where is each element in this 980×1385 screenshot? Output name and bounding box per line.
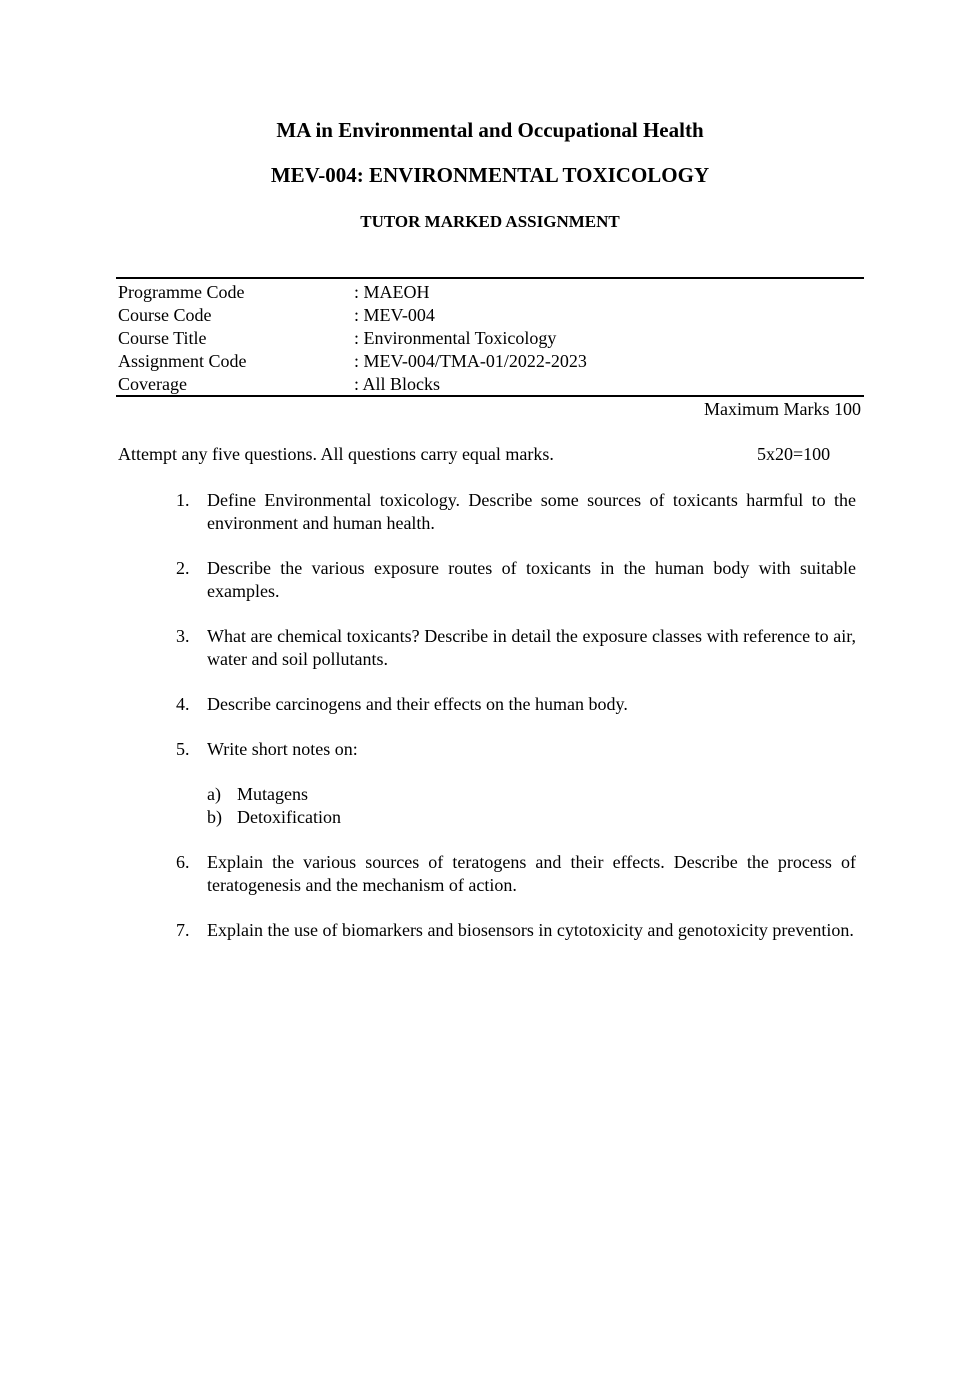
info-label: Coverage bbox=[118, 374, 187, 394]
question-item bbox=[176, 851, 856, 897]
info-value: : All Blocks bbox=[354, 374, 441, 394]
sub-question-item bbox=[207, 806, 856, 829]
question-text: Describe the various exposure routes of toxicants in the human body with suitable examples. bbox=[207, 558, 856, 601]
programme-title: MA in Environmental and Occupational Health bbox=[276, 118, 704, 142]
sub-question-text: Mutagens bbox=[237, 784, 308, 804]
info-label: Programme Code bbox=[118, 282, 245, 302]
info-row-course-title bbox=[118, 327, 858, 350]
info-value: : MEV-004/TMA-01/2022-2023 bbox=[354, 351, 587, 371]
sub-question-letter: b) bbox=[207, 807, 222, 827]
info-row-programme-code bbox=[118, 281, 858, 304]
question-text: Write short notes on: bbox=[207, 739, 358, 759]
question-number: 5. bbox=[176, 739, 190, 759]
assignment-type: TUTOR MARKED ASSIGNMENT bbox=[360, 212, 620, 231]
question-list bbox=[176, 489, 856, 964]
info-label: Course Code bbox=[118, 305, 212, 325]
sub-question-list bbox=[207, 783, 856, 829]
question-item bbox=[176, 489, 856, 535]
info-value: : Environmental Toxicology bbox=[354, 328, 557, 348]
sub-question-text: Detoxification bbox=[237, 807, 341, 827]
question-number: 1. bbox=[176, 490, 190, 510]
question-text: Define Environmental toxicology. Describe some sources of toxicants harmful to the environment and human health. bbox=[207, 490, 856, 533]
course-info-table bbox=[118, 281, 858, 396]
instructions-text: Attempt any five questions. All questions carry equal marks. bbox=[118, 444, 554, 464]
question-item bbox=[176, 738, 856, 829]
table-bottom-rule bbox=[116, 395, 864, 397]
info-value: : MAEOH bbox=[354, 282, 430, 302]
question-number: 2. bbox=[176, 558, 190, 578]
question-text: What are chemical toxicants? Describe in detail the exposure classes with reference to air, water and soil pollutants. bbox=[207, 626, 856, 669]
question-item bbox=[176, 919, 856, 942]
question-item bbox=[176, 625, 856, 671]
sub-question-item bbox=[207, 783, 856, 806]
maximum-marks: Maximum Marks 100 bbox=[704, 399, 861, 419]
question-text: Describe carcinogens and their effects on the human body. bbox=[207, 694, 628, 714]
question-number: 3. bbox=[176, 626, 190, 646]
question-number: 6. bbox=[176, 852, 190, 872]
question-number: 7. bbox=[176, 920, 190, 940]
info-label: Course Title bbox=[118, 328, 207, 348]
question-item bbox=[176, 557, 856, 603]
info-label: Assignment Code bbox=[118, 351, 247, 371]
table-top-rule bbox=[116, 277, 864, 279]
course-title: MEV-004: ENVIRONMENTAL TOXICOLOGY bbox=[270, 163, 710, 187]
sub-question-letter: a) bbox=[207, 784, 221, 804]
marks-split: 5x20=100 bbox=[757, 444, 831, 464]
question-item bbox=[176, 693, 856, 716]
question-text: Explain the use of biomarkers and biosensors in cytotoxicity and genotoxicity prevention. bbox=[207, 920, 854, 940]
info-value: : MEV-004 bbox=[354, 305, 435, 325]
question-text: Explain the various sources of teratogens and their effects. Describe the process of teratogenesis and the mechanism of action. bbox=[207, 852, 856, 895]
info-row-course-code bbox=[118, 304, 858, 327]
info-row-coverage bbox=[118, 373, 858, 396]
info-row-assignment-code bbox=[118, 350, 858, 373]
question-number: 4. bbox=[176, 694, 190, 714]
